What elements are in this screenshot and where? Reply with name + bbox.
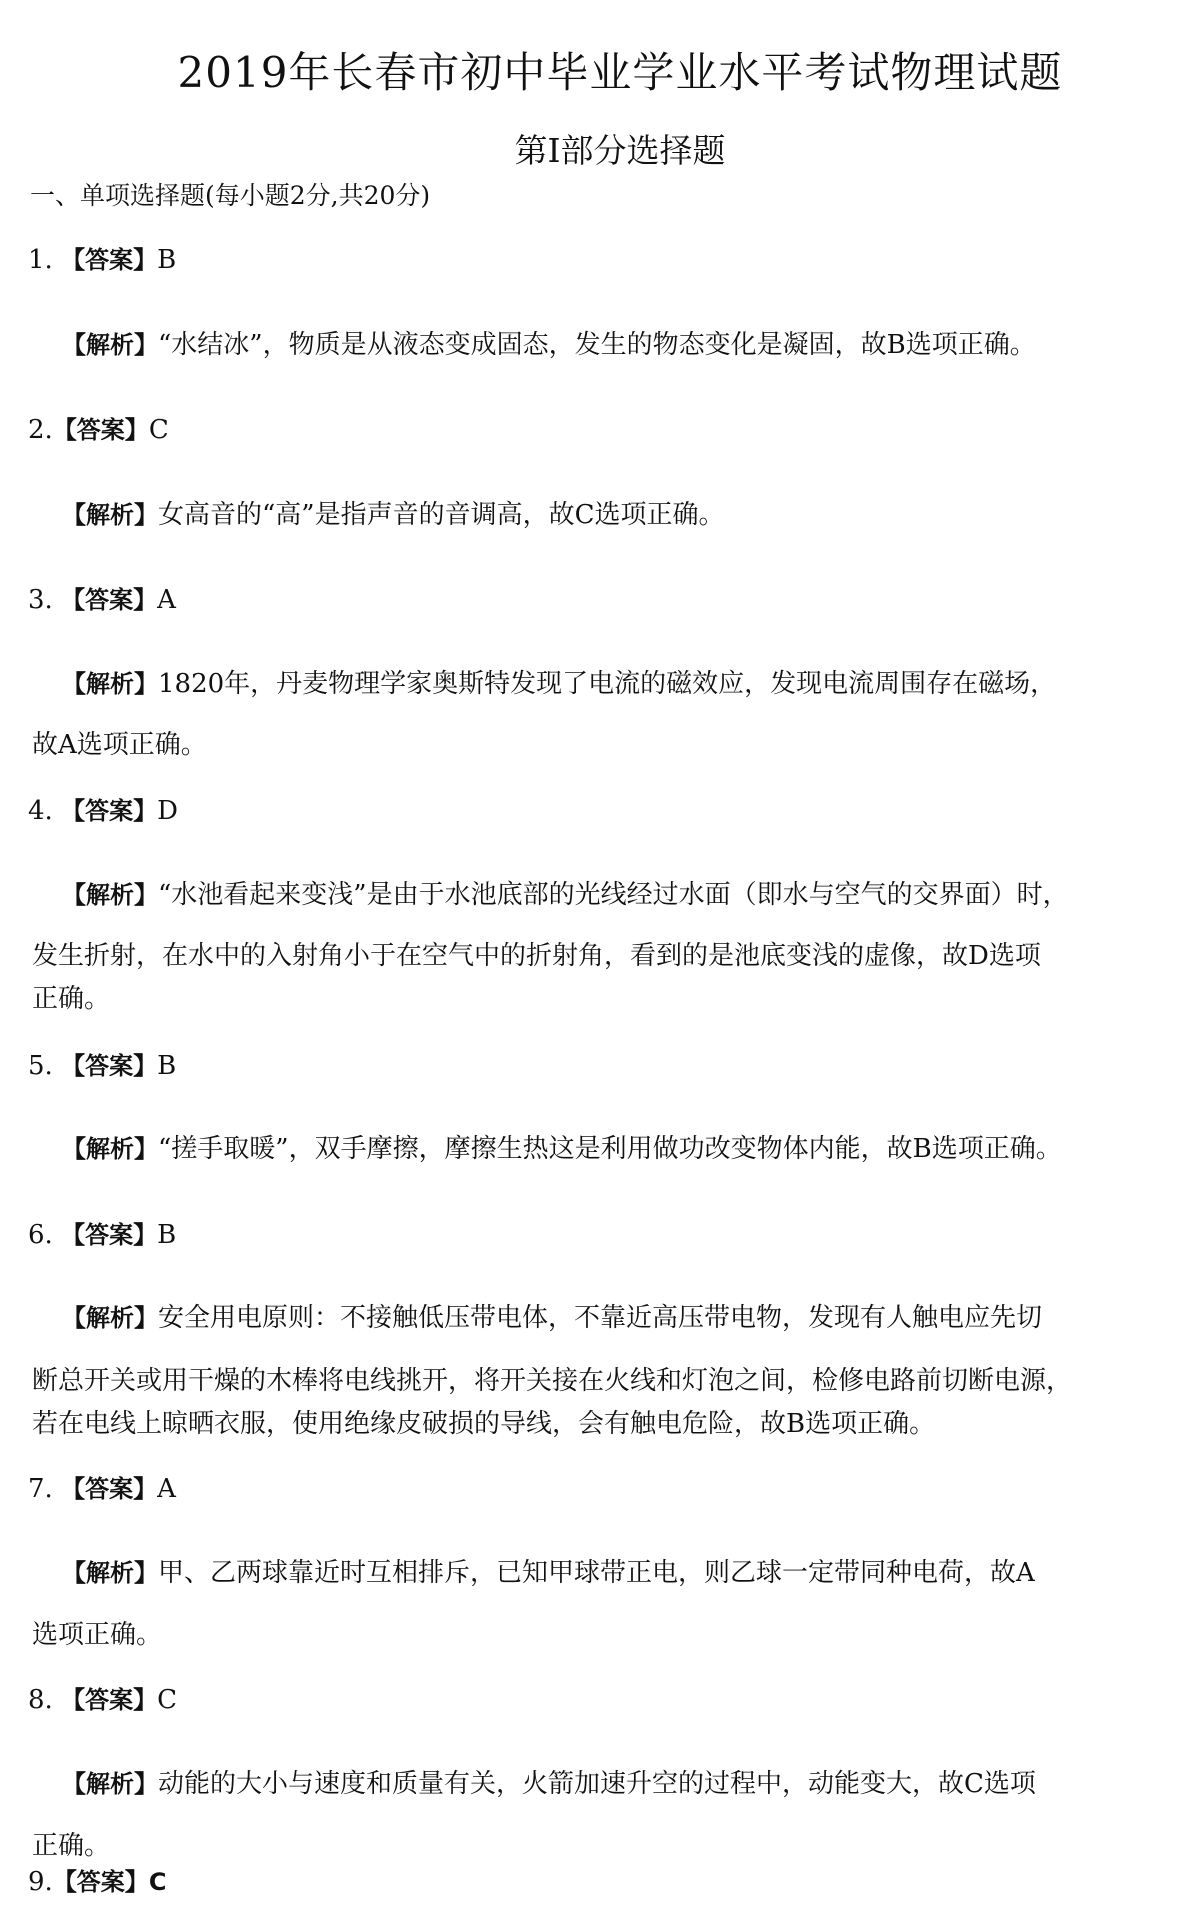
answer-line-5: 5. 【答案】B bbox=[28, 1051, 177, 1081]
page-title: 2019年长春市初中毕业学业水平考试物理试题 bbox=[177, 48, 1063, 97]
answer-line-7: 7. 【答案】A bbox=[28, 1474, 176, 1504]
answer-line-1: 1. 【答案】B bbox=[28, 245, 177, 275]
answer-line-3: 3. 【答案】A bbox=[28, 585, 176, 615]
analysis-8-line-2: 正确。 bbox=[32, 1831, 111, 1861]
analysis-6: 【解析】安全用电原则：不接触低压带电体，不靠近高压带电物，发现有人触电应先切 bbox=[62, 1303, 1043, 1333]
answer-line-4: 4. 【答案】D bbox=[28, 796, 178, 826]
analysis-4-line-2: 发生折射，在水中的入射角小于在空气中的折射角，看到的是池底变浅的虚像，故D选项 bbox=[32, 941, 1041, 971]
answer-line-6: 6. 【答案】B bbox=[28, 1220, 177, 1250]
analysis-3: 【解析】1820年，丹麦物理学家奥斯特发现了电流的磁效应，发现电流周围存在磁场， bbox=[62, 669, 1057, 699]
section-heading: 一、单项选择题(每小题2分,共20分) bbox=[30, 181, 431, 210]
analysis-6-line-3: 若在电线上晾晒衣服，使用绝缘皮破损的导线，会有触电危险，故B选项正确。 bbox=[32, 1409, 936, 1439]
part-heading: 第Ⅰ部分选择题 bbox=[514, 131, 726, 170]
analysis-2: 【解析】女高音的“高”是指声音的音调高，故C选项正确。 bbox=[62, 500, 725, 530]
answer-line-9: 9.【答案】C bbox=[28, 1867, 167, 1897]
answer-line-2: 2.【答案】C bbox=[28, 415, 169, 445]
analysis-7: 【解析】甲、乙两球靠近时互相排斥，已知甲球带正电，则乙球一定带同种电荷，故A bbox=[62, 1558, 1035, 1588]
analysis-7-line-2: 选项正确。 bbox=[32, 1620, 163, 1650]
analysis-4-line-3: 正确。 bbox=[32, 984, 111, 1014]
analysis-3-line-2: 故A选项正确。 bbox=[32, 730, 207, 760]
answer-line-8: 8. 【答案】C bbox=[28, 1685, 177, 1715]
analysis-1: 【解析】“水结冰”，物质是从液态变成固态，发生的物态变化是凝固，故B选项正确。 bbox=[62, 330, 1036, 360]
analysis-5: 【解析】“搓手取暖”，双手摩擦，摩擦生热这是利用做功改变物体内能，故B选项正确。 bbox=[62, 1134, 1062, 1164]
analysis-4: 【解析】“水池看起来变浅”是由于水池底部的光线经过水面（即水与空气的交界面）时， bbox=[62, 880, 1069, 910]
analysis-8: 【解析】动能的大小与速度和质量有关，火箭加速升空的过程中，动能变大，故C选项 bbox=[62, 1769, 1036, 1799]
analysis-6-line-2: 断总开关或用干燥的木棒将电线挑开，将开关接在火线和灯泡之间，检修电路前切断电源， bbox=[32, 1366, 1073, 1396]
